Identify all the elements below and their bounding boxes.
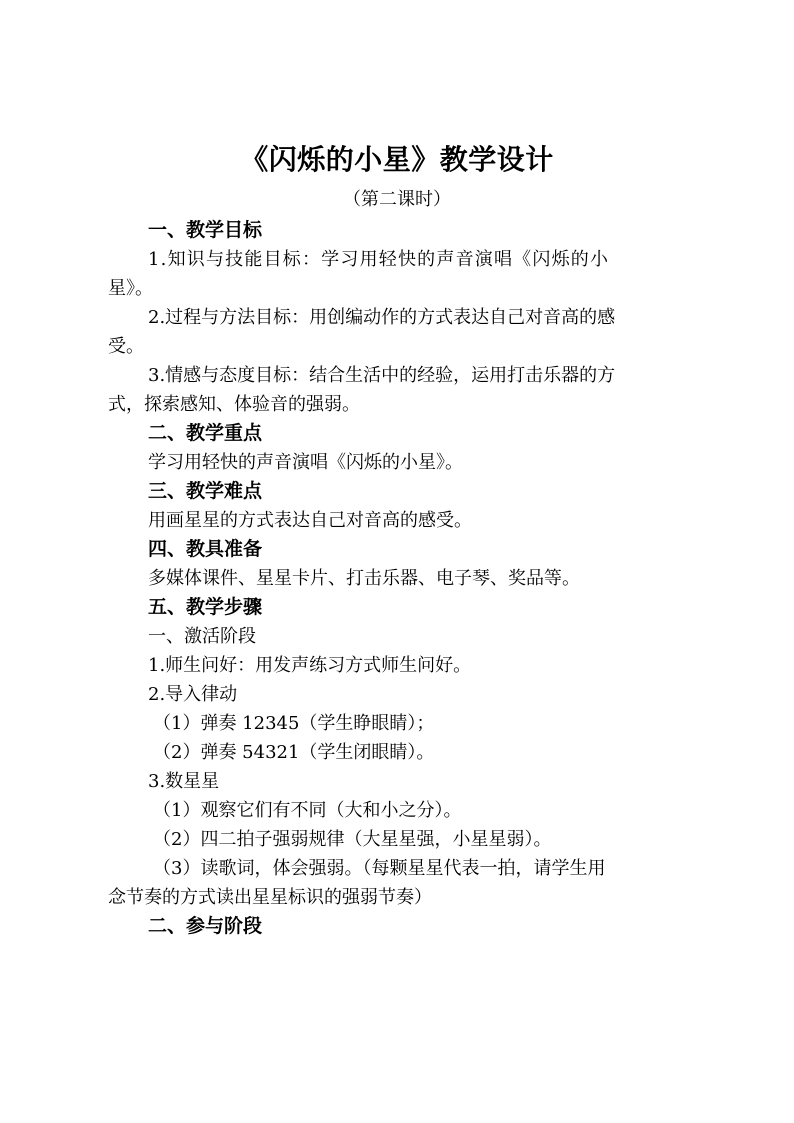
list-item: （1）弹奏 12345（学生睁眼睛）； [153, 713, 435, 734]
paragraph-line: 念节奏的方式读出星星标识的强弱节奏） [108, 887, 432, 908]
document-body [108, 216, 698, 941]
section-heading-steps: 五、教学步骤 [148, 596, 263, 618]
paragraph-line: 1.知识与技能目标：学习用轻快的声音演唱《闪烁的小 [148, 249, 610, 270]
paragraph-line: 3.数星星 [148, 771, 220, 792]
paragraph-line: 星》。 [108, 278, 153, 299]
subsection-heading-bold: 二、参与阶段 [148, 915, 263, 937]
list-item: （1）观察它们有不同（大和小之分）。 [153, 800, 462, 821]
section-heading-difficulties: 三、教学难点 [148, 480, 263, 502]
paragraph-line: 2.过程与方法目标：用创编动作的方式表达自己对音高的感 [148, 307, 616, 328]
section-heading-materials: 四、教具准备 [148, 538, 263, 560]
list-item: （2）四二拍子强弱规律（大星星强，小星星弱）。 [153, 829, 552, 850]
paragraph-line: 3.情感与态度目标：结合生活中的经验，运用打击乐器的方 [148, 365, 616, 386]
paragraph-line: 用画星星的方式表达自己对音高的感受。 [148, 510, 472, 531]
paragraph-line: 1.师生问好：用发声练习方式师生问好。 [148, 655, 472, 676]
paragraph-line: 受。 [108, 336, 144, 357]
paragraph-line: 学习用轻快的声音演唱《闪烁的小星》。 [148, 452, 463, 473]
list-item: （3）读歌词，体会强弱。（每颗星星代表一拍，请学生用 [153, 858, 606, 879]
list-item: （2）弹奏 54321（学生闭眼睛）。 [153, 742, 435, 763]
document-title: 《闪烁的小星》教学设计 [240, 143, 554, 176]
document-subtitle: （第二课时） [343, 189, 451, 210]
paragraph-line: 2.导入律动 [148, 684, 238, 705]
section-heading-key-points: 二、教学重点 [148, 422, 263, 444]
paragraph-line: 式，探索感知、体验音的强弱。 [108, 394, 360, 415]
paragraph-line: 多媒体课件、星星卡片、打击乐器、电子琴、奖品等。 [148, 568, 580, 589]
section-heading-objectives: 一、教学目标 [148, 219, 263, 241]
subsection-heading: 一、激活阶段 [148, 626, 256, 647]
